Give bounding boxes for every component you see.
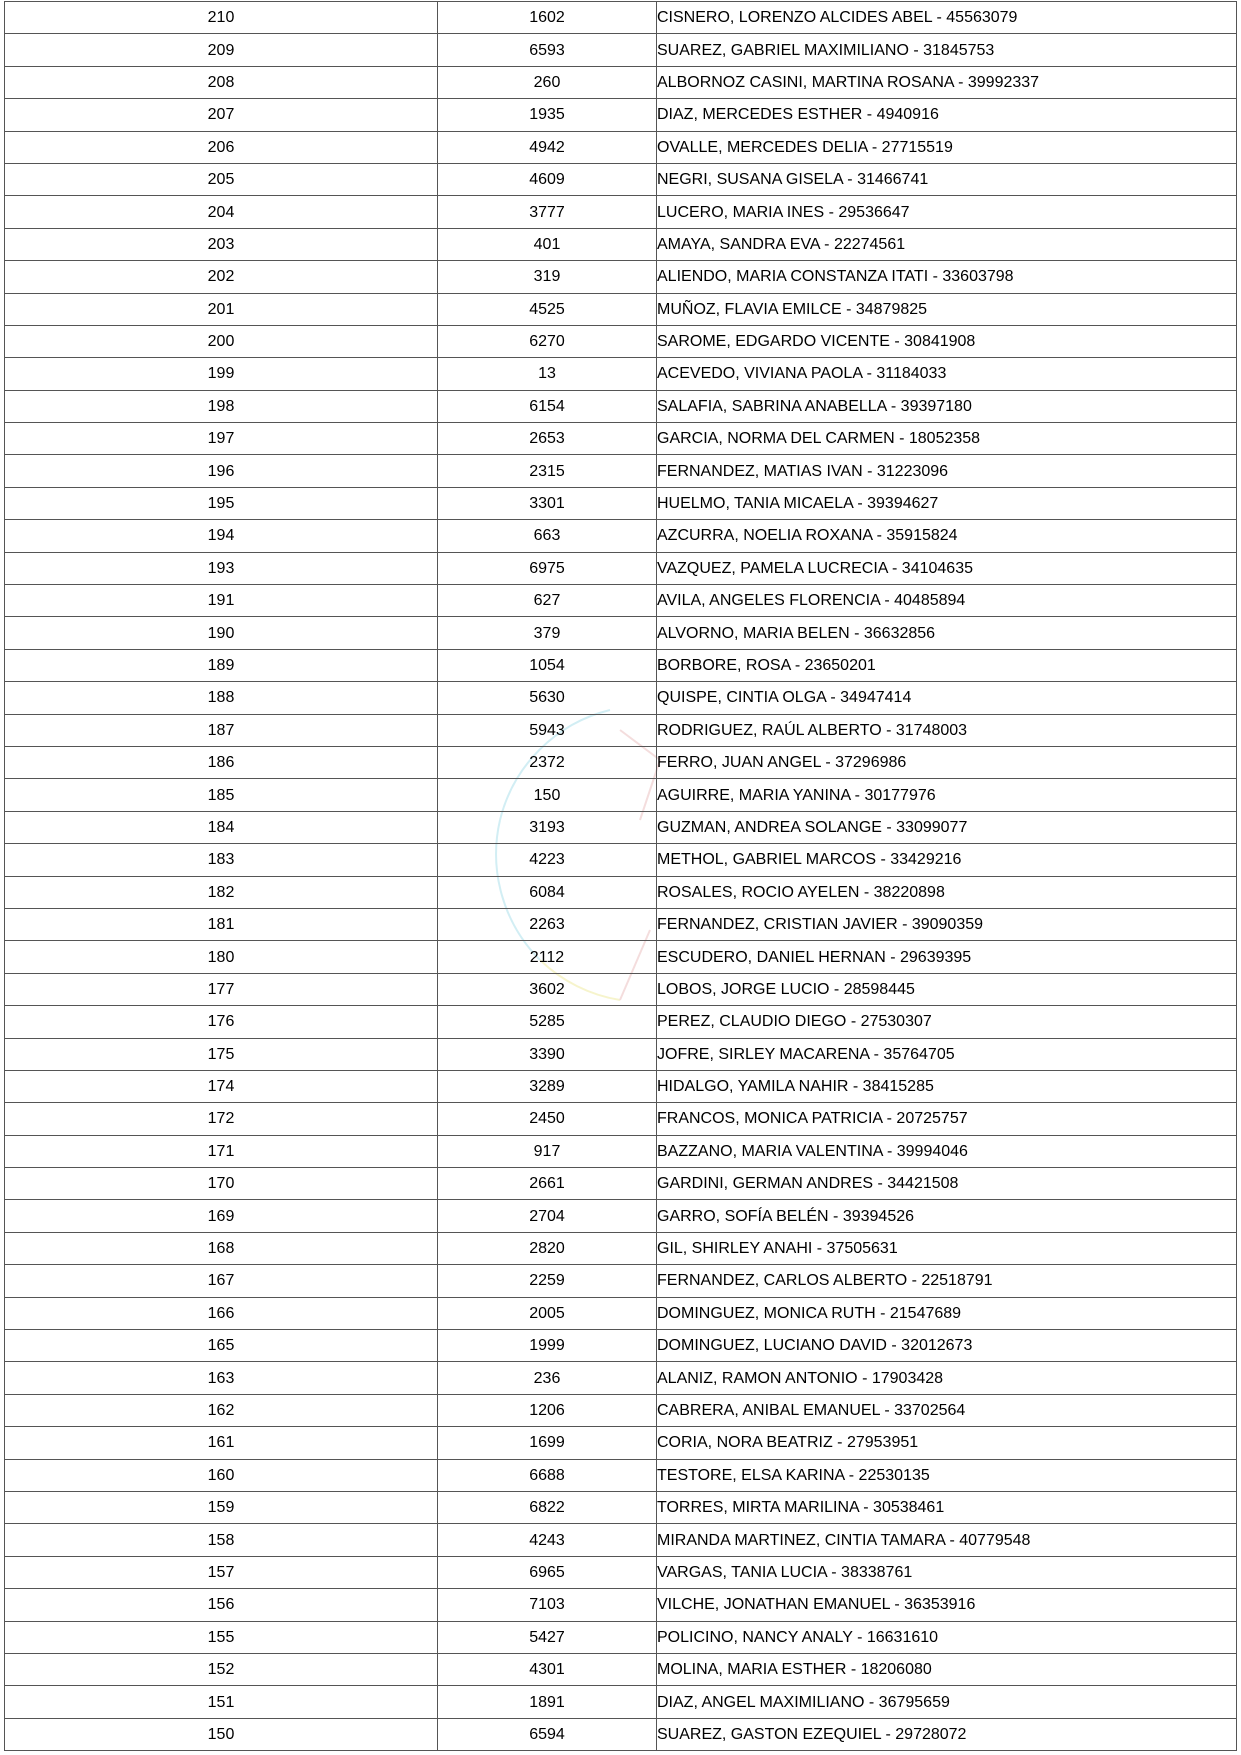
code-cell: 1602: [438, 2, 657, 34]
table-row: [5, 1070, 1237, 1102]
order-cell: 170: [5, 1168, 438, 1200]
code-cell: 13: [438, 358, 657, 390]
order-cell: 195: [5, 487, 438, 519]
code-cell: 3193: [438, 811, 657, 843]
code-cell: 917: [438, 1135, 657, 1167]
table-row: [5, 261, 1237, 293]
table-row: [5, 746, 1237, 778]
code-cell: 1935: [438, 99, 657, 131]
name-cell: CORIA, NORA BEATRIZ - 27953951: [657, 1427, 1237, 1459]
order-cell: 208: [5, 66, 438, 98]
name-cell: LUCERO, MARIA INES - 29536647: [657, 196, 1237, 228]
table-row: [5, 228, 1237, 260]
code-cell: 6965: [438, 1556, 657, 1588]
table-row: [5, 423, 1237, 455]
order-cell: 185: [5, 779, 438, 811]
order-cell: 197: [5, 423, 438, 455]
code-cell: 4223: [438, 844, 657, 876]
order-cell: 183: [5, 844, 438, 876]
order-cell: 199: [5, 358, 438, 390]
name-cell: CISNERO, LORENZO ALCIDES ABEL - 45563079: [657, 2, 1237, 34]
name-cell: RODRIGUEZ, RAÚL ALBERTO - 31748003: [657, 714, 1237, 746]
table-row: [5, 1038, 1237, 1070]
name-cell: FRANCOS, MONICA PATRICIA - 20725757: [657, 1103, 1237, 1135]
code-cell: 260: [438, 66, 657, 98]
order-cell: 163: [5, 1362, 438, 1394]
name-cell: PEREZ, CLAUDIO DIEGO - 27530307: [657, 1006, 1237, 1038]
name-cell: METHOL, GABRIEL MARCOS - 33429216: [657, 844, 1237, 876]
code-cell: 2112: [438, 941, 657, 973]
code-cell: 4609: [438, 163, 657, 195]
table-row: [5, 779, 1237, 811]
code-cell: 2704: [438, 1200, 657, 1232]
order-cell: 167: [5, 1265, 438, 1297]
table-row: [5, 358, 1237, 390]
code-cell: 3289: [438, 1070, 657, 1102]
order-cell: 193: [5, 552, 438, 584]
code-cell: 4243: [438, 1524, 657, 1556]
order-cell: 206: [5, 131, 438, 163]
name-cell: FERNANDEZ, MATIAS IVAN - 31223096: [657, 455, 1237, 487]
name-cell: BORBORE, ROSA - 23650201: [657, 649, 1237, 681]
table-row: [5, 1297, 1237, 1329]
order-cell: 184: [5, 811, 438, 843]
order-cell: 201: [5, 293, 438, 325]
order-cell: 182: [5, 876, 438, 908]
name-cell: AGUIRRE, MARIA YANINA - 30177976: [657, 779, 1237, 811]
code-cell: 6594: [438, 1718, 657, 1750]
name-cell: GARCIA, NORMA DEL CARMEN - 18052358: [657, 423, 1237, 455]
table-row: [5, 1362, 1237, 1394]
code-cell: 5285: [438, 1006, 657, 1038]
table-row: [5, 941, 1237, 973]
code-cell: 2661: [438, 1168, 657, 1200]
code-cell: 6688: [438, 1459, 657, 1491]
order-cell: 205: [5, 163, 438, 195]
table-row: [5, 908, 1237, 940]
order-cell: 172: [5, 1103, 438, 1135]
code-cell: 1699: [438, 1427, 657, 1459]
name-cell: MOLINA, MARIA ESTHER - 18206080: [657, 1653, 1237, 1685]
order-cell: 209: [5, 34, 438, 66]
name-cell: ALBORNOZ CASINI, MARTINA ROSANA - 39992337: [657, 66, 1237, 98]
table-row: [5, 1006, 1237, 1038]
order-cell: 188: [5, 682, 438, 714]
name-cell: TESTORE, ELSA KARINA - 22530135: [657, 1459, 1237, 1491]
name-cell: FERRO, JUAN ANGEL - 37296986: [657, 746, 1237, 778]
table-row: [5, 196, 1237, 228]
table-row: [5, 1168, 1237, 1200]
code-cell: 150: [438, 779, 657, 811]
table-row: [5, 455, 1237, 487]
code-cell: 1999: [438, 1330, 657, 1362]
table-row: [5, 1394, 1237, 1426]
name-cell: HUELMO, TANIA MICAELA - 39394627: [657, 487, 1237, 519]
code-cell: 663: [438, 520, 657, 552]
order-cell: 161: [5, 1427, 438, 1459]
name-cell: QUISPE, CINTIA OLGA - 34947414: [657, 682, 1237, 714]
code-cell: 6270: [438, 325, 657, 357]
name-cell: DOMINGUEZ, LUCIANO DAVID - 32012673: [657, 1330, 1237, 1362]
name-cell: POLICINO, NANCY ANALY - 16631610: [657, 1621, 1237, 1653]
table-row: [5, 1589, 1237, 1621]
order-cell: 204: [5, 196, 438, 228]
table-row: [5, 876, 1237, 908]
name-cell: BAZZANO, MARIA VALENTINA - 39994046: [657, 1135, 1237, 1167]
table-row: [5, 682, 1237, 714]
order-cell: 171: [5, 1135, 438, 1167]
order-cell: 160: [5, 1459, 438, 1491]
order-cell: 152: [5, 1653, 438, 1685]
order-cell: 187: [5, 714, 438, 746]
name-cell: HIDALGO, YAMILA NAHIR - 38415285: [657, 1070, 1237, 1102]
name-cell: VAZQUEZ, PAMELA LUCRECIA - 34104635: [657, 552, 1237, 584]
name-cell: GUZMAN, ANDREA SOLANGE - 33099077: [657, 811, 1237, 843]
table-row: [5, 390, 1237, 422]
name-cell: GARRO, SOFÍA BELÉN - 39394526: [657, 1200, 1237, 1232]
code-cell: 3602: [438, 973, 657, 1005]
table-row: [5, 1330, 1237, 1362]
order-cell: 165: [5, 1330, 438, 1362]
results-table: [4, 1, 1237, 1751]
name-cell: SUAREZ, GASTON EZEQUIEL - 29728072: [657, 1718, 1237, 1750]
name-cell: ESCUDERO, DANIEL HERNAN - 29639395: [657, 941, 1237, 973]
table-row: [5, 1103, 1237, 1135]
name-cell: MIRANDA MARTINEZ, CINTIA TAMARA - 40779548: [657, 1524, 1237, 1556]
code-cell: 5427: [438, 1621, 657, 1653]
order-cell: 207: [5, 99, 438, 131]
order-cell: 198: [5, 390, 438, 422]
code-cell: 2820: [438, 1232, 657, 1264]
name-cell: FERNANDEZ, CRISTIAN JAVIER - 39090359: [657, 908, 1237, 940]
order-cell: 194: [5, 520, 438, 552]
table-row: [5, 844, 1237, 876]
table-row: [5, 487, 1237, 519]
order-cell: 181: [5, 908, 438, 940]
order-cell: 189: [5, 649, 438, 681]
order-cell: 202: [5, 261, 438, 293]
name-cell: NEGRI, SUSANA GISELA - 31466741: [657, 163, 1237, 195]
order-cell: 157: [5, 1556, 438, 1588]
table-row: [5, 34, 1237, 66]
order-cell: 190: [5, 617, 438, 649]
table-row: [5, 811, 1237, 843]
code-cell: 2259: [438, 1265, 657, 1297]
order-cell: 200: [5, 325, 438, 357]
order-cell: 176: [5, 1006, 438, 1038]
table-row: [5, 1427, 1237, 1459]
name-cell: ACEVEDO, VIVIANA PAOLA - 31184033: [657, 358, 1237, 390]
name-cell: ALVORNO, MARIA BELEN - 36632856: [657, 617, 1237, 649]
table-row: [5, 2, 1237, 34]
order-cell: 174: [5, 1070, 438, 1102]
table-row: [5, 1653, 1237, 1685]
results-table-body: [5, 2, 1237, 1751]
table-row: [5, 1686, 1237, 1718]
code-cell: 3301: [438, 487, 657, 519]
order-cell: 203: [5, 228, 438, 260]
code-cell: 7103: [438, 1589, 657, 1621]
name-cell: LOBOS, JORGE LUCIO - 28598445: [657, 973, 1237, 1005]
name-cell: OVALLE, MERCEDES DELIA - 27715519: [657, 131, 1237, 163]
table-row: [5, 973, 1237, 1005]
table-row: [5, 163, 1237, 195]
code-cell: 2005: [438, 1297, 657, 1329]
name-cell: ALANIZ, RAMON ANTONIO - 17903428: [657, 1362, 1237, 1394]
order-cell: 191: [5, 585, 438, 617]
table-row: [5, 99, 1237, 131]
name-cell: AVILA, ANGELES FLORENCIA - 40485894: [657, 585, 1237, 617]
table-row: [5, 520, 1237, 552]
order-cell: 186: [5, 746, 438, 778]
code-cell: 2263: [438, 908, 657, 940]
name-cell: SALAFIA, SABRINA ANABELLA - 39397180: [657, 390, 1237, 422]
code-cell: 1054: [438, 649, 657, 681]
order-cell: 150: [5, 1718, 438, 1750]
table-row: [5, 1718, 1237, 1750]
order-cell: 166: [5, 1297, 438, 1329]
order-cell: 169: [5, 1200, 438, 1232]
order-cell: 159: [5, 1491, 438, 1523]
name-cell: ALIENDO, MARIA CONSTANZA ITATI - 33603798: [657, 261, 1237, 293]
name-cell: VILCHE, JONATHAN EMANUEL - 36353916: [657, 1589, 1237, 1621]
order-cell: 210: [5, 2, 438, 34]
table-row: [5, 1135, 1237, 1167]
table-row: [5, 552, 1237, 584]
code-cell: 5630: [438, 682, 657, 714]
code-cell: 6975: [438, 552, 657, 584]
code-cell: 236: [438, 1362, 657, 1394]
code-cell: 401: [438, 228, 657, 260]
code-cell: 4525: [438, 293, 657, 325]
table-row: [5, 66, 1237, 98]
code-cell: 2315: [438, 455, 657, 487]
table-row: [5, 293, 1237, 325]
code-cell: 5943: [438, 714, 657, 746]
name-cell: VARGAS, TANIA LUCIA - 38338761: [657, 1556, 1237, 1588]
table-row: [5, 131, 1237, 163]
name-cell: SUAREZ, GABRIEL MAXIMILIANO - 31845753: [657, 34, 1237, 66]
code-cell: 4301: [438, 1653, 657, 1685]
order-cell: 175: [5, 1038, 438, 1070]
code-cell: 2450: [438, 1103, 657, 1135]
name-cell: GIL, SHIRLEY ANAHI - 37505631: [657, 1232, 1237, 1264]
code-cell: 6084: [438, 876, 657, 908]
name-cell: AMAYA, SANDRA EVA - 22274561: [657, 228, 1237, 260]
table-row: [5, 1200, 1237, 1232]
order-cell: 156: [5, 1589, 438, 1621]
table-row: [5, 1491, 1237, 1523]
order-cell: 168: [5, 1232, 438, 1264]
name-cell: MUÑOZ, FLAVIA EMILCE - 34879825: [657, 293, 1237, 325]
code-cell: 1891: [438, 1686, 657, 1718]
table-row: [5, 585, 1237, 617]
table-row: [5, 649, 1237, 681]
table-row: [5, 1459, 1237, 1491]
table-row: [5, 714, 1237, 746]
table-row: [5, 617, 1237, 649]
code-cell: 379: [438, 617, 657, 649]
code-cell: 6822: [438, 1491, 657, 1523]
code-cell: 3777: [438, 196, 657, 228]
table-row: [5, 1556, 1237, 1588]
order-cell: 155: [5, 1621, 438, 1653]
name-cell: FERNANDEZ, CARLOS ALBERTO - 22518791: [657, 1265, 1237, 1297]
table-row: [5, 1265, 1237, 1297]
name-cell: TORRES, MIRTA MARILINA - 30538461: [657, 1491, 1237, 1523]
order-cell: 151: [5, 1686, 438, 1718]
name-cell: AZCURRA, NOELIA ROXANA - 35915824: [657, 520, 1237, 552]
order-cell: 158: [5, 1524, 438, 1556]
name-cell: GARDINI, GERMAN ANDRES - 34421508: [657, 1168, 1237, 1200]
name-cell: DIAZ, ANGEL MAXIMILIANO - 36795659: [657, 1686, 1237, 1718]
code-cell: 3390: [438, 1038, 657, 1070]
table-row: [5, 1232, 1237, 1264]
name-cell: JOFRE, SIRLEY MACARENA - 35764705: [657, 1038, 1237, 1070]
order-cell: 162: [5, 1394, 438, 1426]
name-cell: ROSALES, ROCIO AYELEN - 38220898: [657, 876, 1237, 908]
code-cell: 4942: [438, 131, 657, 163]
name-cell: DOMINGUEZ, MONICA RUTH - 21547689: [657, 1297, 1237, 1329]
code-cell: 1206: [438, 1394, 657, 1426]
name-cell: SAROME, EDGARDO VICENTE - 30841908: [657, 325, 1237, 357]
code-cell: 319: [438, 261, 657, 293]
table-row: [5, 325, 1237, 357]
code-cell: 6154: [438, 390, 657, 422]
code-cell: 627: [438, 585, 657, 617]
table-row: [5, 1621, 1237, 1653]
code-cell: 2372: [438, 746, 657, 778]
name-cell: CABRERA, ANIBAL EMANUEL - 33702564: [657, 1394, 1237, 1426]
code-cell: 2653: [438, 423, 657, 455]
table-row: [5, 1524, 1237, 1556]
order-cell: 196: [5, 455, 438, 487]
name-cell: DIAZ, MERCEDES ESTHER - 4940916: [657, 99, 1237, 131]
code-cell: 6593: [438, 34, 657, 66]
order-cell: 177: [5, 973, 438, 1005]
order-cell: 180: [5, 941, 438, 973]
